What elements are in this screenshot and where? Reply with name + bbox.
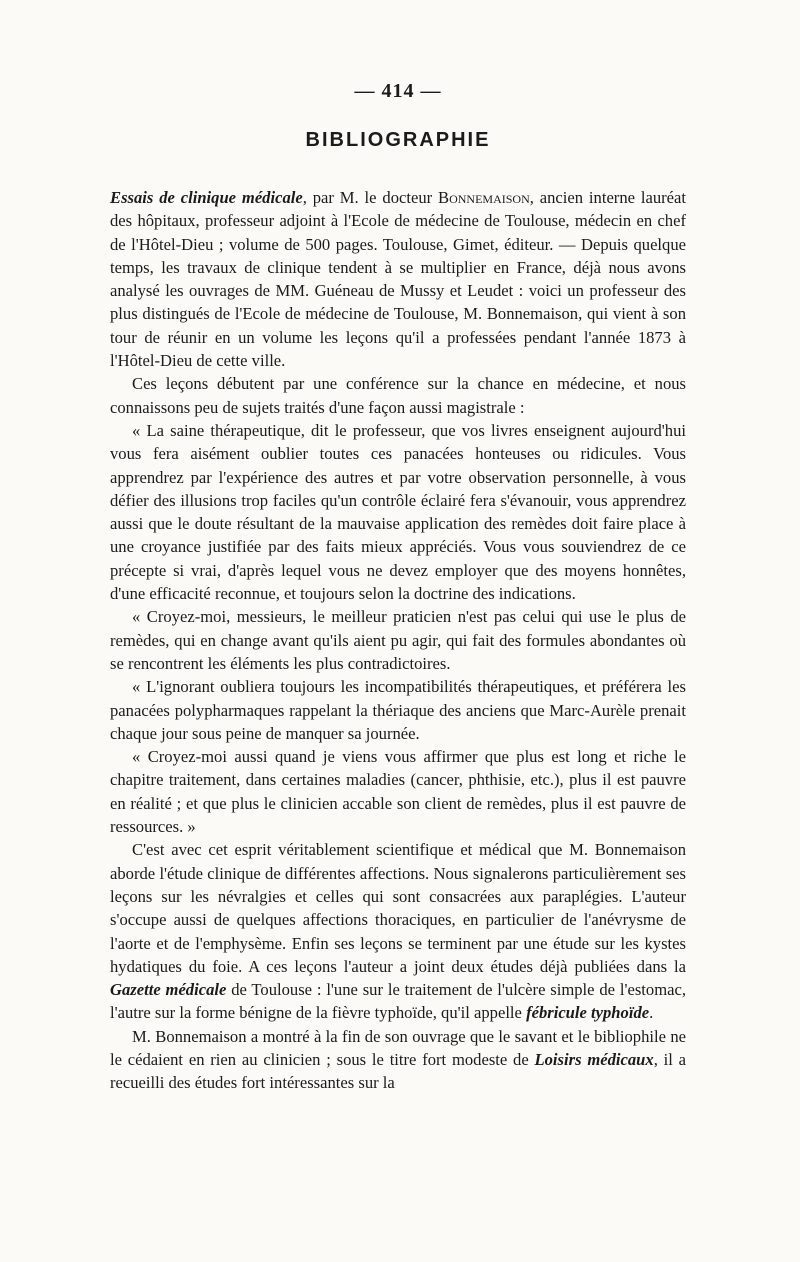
quote-paragraph: « Croyez-moi, messieurs, le meilleur praticien n'est pas celui qui use le plus de remèdes, qui en change avant qu'ils aient pu agir, qui fait des formules abondantes où se rencontrent les éléments les plus contradictoires.: [110, 607, 686, 673]
article-body: [110, 186, 686, 1095]
author-prefix: , par M. le docteur: [302, 188, 439, 207]
review-intro-text: , ancien interne lauréat des hôpitaux, professeur adjoint à l'Ecole de médecine de Toulouse, médecin en chef de l'Hôtel-Dieu ; volume de 500 pages. Toulouse, Gimet, éditeur. — Depuis quelque temps, les travaux de clinique tendent à se multiplier en France, déjà nous avons analysé les ouvrages de MM. Guéneau de Mussy et Leudet : voici un professeur des plus distingués de l'Ecole de médecine de Toulouse, M. Bonnemaison, qui vient à son tour de réunir en un volume les leçons qu'il a professées pendant l'année 1873 à l'Hôtel-Dieu de cette ville.: [110, 188, 686, 371]
section-title: BIBLIOGRAPHIE: [305, 129, 491, 151]
paragraph-text: de Toulouse : l'une sur le traitement de l'ulcère simple de l'estomac, l'autre sur la forme bénigne de la fièvre typhoïde, qu'il appelle: [110, 980, 687, 1023]
quote-paragraph: « Croyez-moi aussi quand je viens vous affirmer que plus est long et riche le chapitre traitement, dans certaines maladies (cancer, phthisie, etc.), plus il est pauvre en réalité ; et que plus le clinicien accable son client de remèdes, plus il est pauvre de ressources. »: [110, 747, 686, 837]
quote-paragraph: « L'ignorant oubliera toujours les incompatibilités thérapeutiques, et préférera les panacées polypharmaques rappelant la thériaque des anciens que Marc-Aurèle prenait chaque jour sous peine de manquer sa journée.: [110, 677, 686, 743]
journal-title: Gazette médicale: [110, 980, 227, 1000]
page-number: — 414 —: [354, 80, 442, 102]
book-title: Loisirs médicaux: [534, 1049, 654, 1069]
book-title: Essais de clinique médicale: [110, 188, 303, 207]
paragraph-review-intro: [110, 186, 686, 372]
quote-paragraph: « La saine thérapeutique, dit le professeur, que vos livres enseignent aujourd'hui vous fera aisément oublier toutes ces panacées honteuses ou ridicules. Vous apprendrez par l'expérience des autres et par votre observation personnelle, à vous défier des illusions trop faciles qu'un contrôle éclairé fera s'évanouir, vous apprendrez aussi que le doute résultant de la mauvaise application des remèdes doit faire place à une croyance justifiée par des faits mieux appréciés. Vous vous souviendrez de ce précepte si vrai, d'après lequel vous ne devez employer que des moyens honnêtes, d'une efficacité reconnue, et toujours selon la doctrine des indications.: [110, 420, 686, 604]
paragraph: [110, 838, 686, 1024]
paragraph-text: M. Bonnemaison a montré à la fin de son ouvrage que le savant et le bibliophile ne le cédaient en rien au clinicien ; sous le titre fort modeste de: [110, 1026, 686, 1069]
paragraph-text: , il a recueilli des études fort intéressantes sur la: [110, 1049, 686, 1093]
paragraph-text: .: [649, 1003, 654, 1023]
author-name: Bonnemaison: [438, 188, 530, 207]
term: fébricule typhoïde: [526, 1003, 650, 1023]
page: [110, 80, 686, 1095]
paragraph: Ces leçons débutent par une conférence sur la chance en médecine, et nous connaissons peu de sujets traités d'une façon aussi magistrale :: [110, 374, 686, 417]
paragraph: [110, 1025, 686, 1095]
paragraph-text: C'est avec cet esprit véritablement scientifique et médical que M. Bonnemaison aborde l'étude clinique de différentes affections. Nous signalerons particulièrement ses leçons sur les névralgies et celles qui sont consacrées aux paraplégies. L'auteur s'occupe aussi de quelques affections thoraciques, en particulier de l'anévrysme de l'aorte et de l'emphysème. Enfin ses leçons se terminent par une étude sur les kystes hydatiques du foie. A ces leçons l'auteur a joint deux études déjà publiées dans la: [110, 840, 686, 976]
